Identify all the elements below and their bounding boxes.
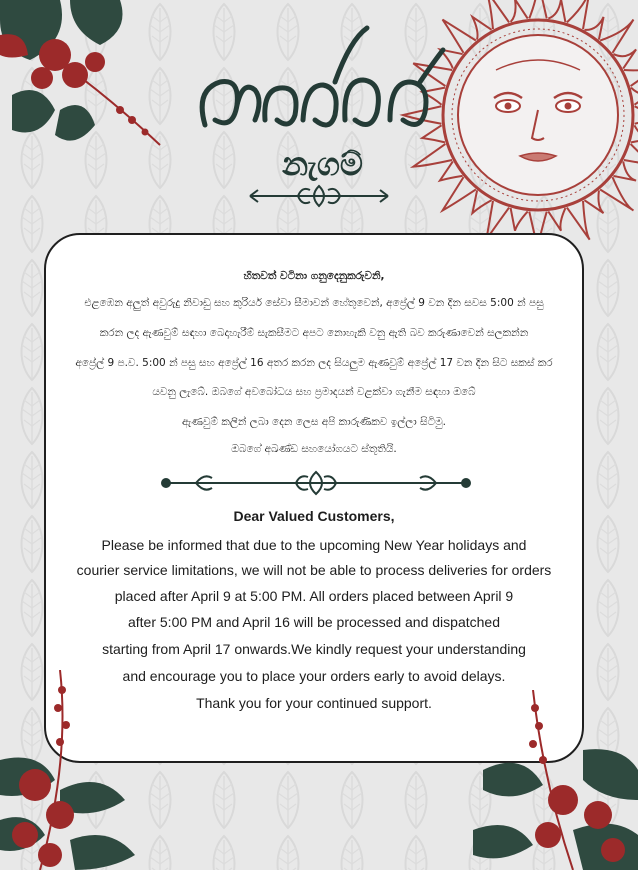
english-line: Please be informed that due to the upcoming New Year holidays and (101, 537, 527, 553)
sinhala-line: ඇණවුම් කලින් ලබා දෙන ලෙස අපි කාරුණිකව ඉල්ලා සිටිමු. (181, 416, 447, 428)
english-line: courier service limitations, we will not be able to process deliveries for orders (76, 562, 552, 578)
sinhala-line: අප්‍රේල් 9 ප.ව. 5:00 න් පසු සහ අප්‍රේල් 16 අතර කරන ලද සියලුම ඇණවුම් අප්‍රේල් 17 වන දින සිට සකස් කර (75, 357, 553, 369)
sun-ray (472, 190, 491, 213)
english-line: after 5:00 PM and April 16 will be processed and dispatched (127, 614, 500, 630)
sinhala-thanks: ඔබගේ අඛණ්ඩ සහයෝගයට ස්තූතියි. (231, 443, 397, 455)
sun-ray (440, 161, 463, 180)
english-thanks: Thank you for your continued support. (196, 695, 432, 711)
english-line: starting from April 17 onwards.We kindly request your understanding (102, 641, 526, 657)
sun-ray (567, 201, 590, 240)
sun-ray (584, 17, 603, 40)
title-calligraphy-art (185, 20, 460, 150)
sinhala-line: එළඹෙන අලුත් අවුරුදු නිවාඩු සහ කුරියර් සේවා සීමාවන් හේතුවෙන්, අප්‍රේල් 9 වන දින සවස 5:00 න් පසු (84, 297, 544, 309)
sun-ray (548, 0, 565, 22)
sun-ray (613, 49, 636, 68)
sun-ray (511, 0, 528, 22)
leaf-flower-icon (0, 670, 150, 870)
english-line: placed after April 9 at 5:00 PM. All orders placed between April 9 (114, 588, 514, 604)
sinhala-greeting: හිතවත් වටිනා ගනුදෙනුකරුවනි, (243, 270, 385, 282)
english-line: and encourage you to place your orders early to avoid delays. (122, 668, 506, 684)
sun-ray (548, 208, 565, 231)
sun-ray (472, 17, 491, 40)
sun-ray (613, 161, 636, 180)
sinhala-line: යවනු ලැබේ. ඔබගේ අවබෝධය සහ ප්‍රමාදයන් වළක්වා ගැනීම සඳහා ඔබේ (152, 386, 476, 398)
leaf-flower-icon (0, 0, 170, 160)
sun-ray (635, 106, 638, 123)
ornament-divider-icon (246, 178, 392, 214)
sinhala-line: කරන ලද ඇණවුම් සඳහා බෙදාහැරීම් සැකසීමට අපට නොහැකි වනු ඇති බව කරුණාවෙන් සලකන්න (99, 327, 529, 339)
sun-ray (529, 0, 546, 18)
sun-ray (584, 190, 603, 213)
leaf-flower-icon (463, 690, 638, 870)
sun-ray (511, 208, 528, 231)
english-heading: Dear Valued Customers, (233, 508, 395, 524)
subtitle: නැගම් (282, 145, 363, 183)
ornament-divider-icon (156, 468, 476, 498)
